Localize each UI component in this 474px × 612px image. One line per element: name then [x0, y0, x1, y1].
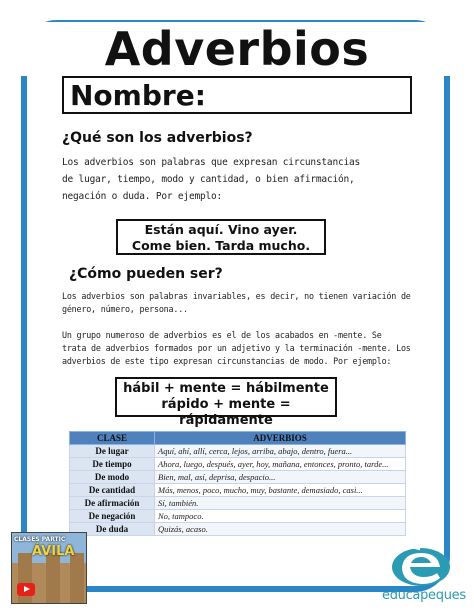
example-box-2 — [115, 377, 337, 428]
table-header: CLASE — [70, 432, 155, 445]
table-row — [70, 523, 406, 536]
clase-cell: De cantidad — [70, 484, 155, 497]
educapeques-logo[interactable] — [382, 545, 466, 607]
thumbnail-top-text: CLASES PARTIC — [14, 536, 66, 543]
table-row — [70, 445, 406, 458]
adverbs-table — [69, 431, 406, 536]
thumbnail-city-text: ÁVILA — [32, 544, 75, 559]
example-box-1 — [116, 219, 326, 255]
page-title — [0, 22, 474, 76]
clase-cell: De negación — [70, 510, 155, 523]
educapeques-e-icon — [390, 545, 452, 587]
example-line: rápido + mente = rápidamente — [161, 397, 291, 428]
section1-line: negación o duda. Por ejemplo: — [62, 191, 223, 202]
section1-line: de lugar, tiempo, modo y cantidad, o bien afirmación, — [62, 174, 355, 185]
section2-para2-line: trata de adverbios formados por un adjetivo y la terminación -mente. Los — [62, 343, 411, 353]
section2-para2-line: adverbios de este tipo expresan circunstancias de modo. Por ejemplo: — [62, 356, 392, 366]
table-row — [70, 484, 406, 497]
table-header: ADVERBIOS — [155, 432, 406, 445]
clase-cell: De lugar — [70, 445, 155, 458]
adverbios-cell: Más, menos, poco, mucho, muy, bastante, demasiado, casi... — [155, 484, 406, 497]
clase-cell: De duda — [70, 523, 155, 536]
example-line: Come bien. Tarda mucho. — [131, 238, 311, 253]
table-header-row — [70, 432, 406, 445]
adverbios-cell: Ahora, luego, después, ayer, hoy, mañana, entonces, pronto, tarde... — [155, 458, 406, 471]
example-line: Están aquí. Vino ayer. — [144, 222, 298, 237]
table-row — [70, 497, 406, 510]
thumbnail-tower — [46, 553, 60, 603]
name-label: Nombre: — [70, 79, 206, 112]
logo-text: educapeques — [382, 588, 466, 603]
section2-para2-line: Un grupo numeroso de adverbios es el de los acabados en -mente. Se — [62, 330, 382, 340]
example-line: hábil + mente = hábilmente — [123, 381, 329, 396]
video-thumbnail[interactable] — [11, 532, 87, 604]
section2-heading: ¿Cómo pueden ser? — [69, 266, 223, 282]
adverbios-cell: No, tampoco. — [155, 510, 406, 523]
section2-para1-line: género, número, persona... — [62, 304, 188, 314]
table-row — [70, 510, 406, 523]
adverbios-cell: Aquí, ahí, allí, cerca, lejos, arriba, abajo, dentro, fuera... — [155, 445, 406, 458]
clase-cell: De modo — [70, 471, 155, 484]
adverbios-cell: Quizás, acaso. — [155, 523, 406, 536]
section1-line: Los adverbios son palabras que expresan circunstancias — [62, 157, 361, 168]
clase-cell: De tiempo — [70, 458, 155, 471]
thumbnail-tower — [70, 553, 84, 603]
section1-heading: ¿Qué son los adverbios? — [62, 130, 253, 146]
name-field[interactable] — [62, 76, 412, 114]
table-row — [70, 471, 406, 484]
table-row — [70, 458, 406, 471]
page-title-text: Adverbios — [99, 22, 376, 76]
adverbios-cell: Bien, mal, así, deprisa, despacio... — [155, 471, 406, 484]
section2-para1-line: Los adverbios son palabras invariables, es decir, no tienen variación de — [62, 291, 411, 301]
adverbios-cell: Sí, también. — [155, 497, 406, 510]
youtube-play-icon[interactable] — [17, 583, 35, 596]
clase-cell: De afirmación — [70, 497, 155, 510]
